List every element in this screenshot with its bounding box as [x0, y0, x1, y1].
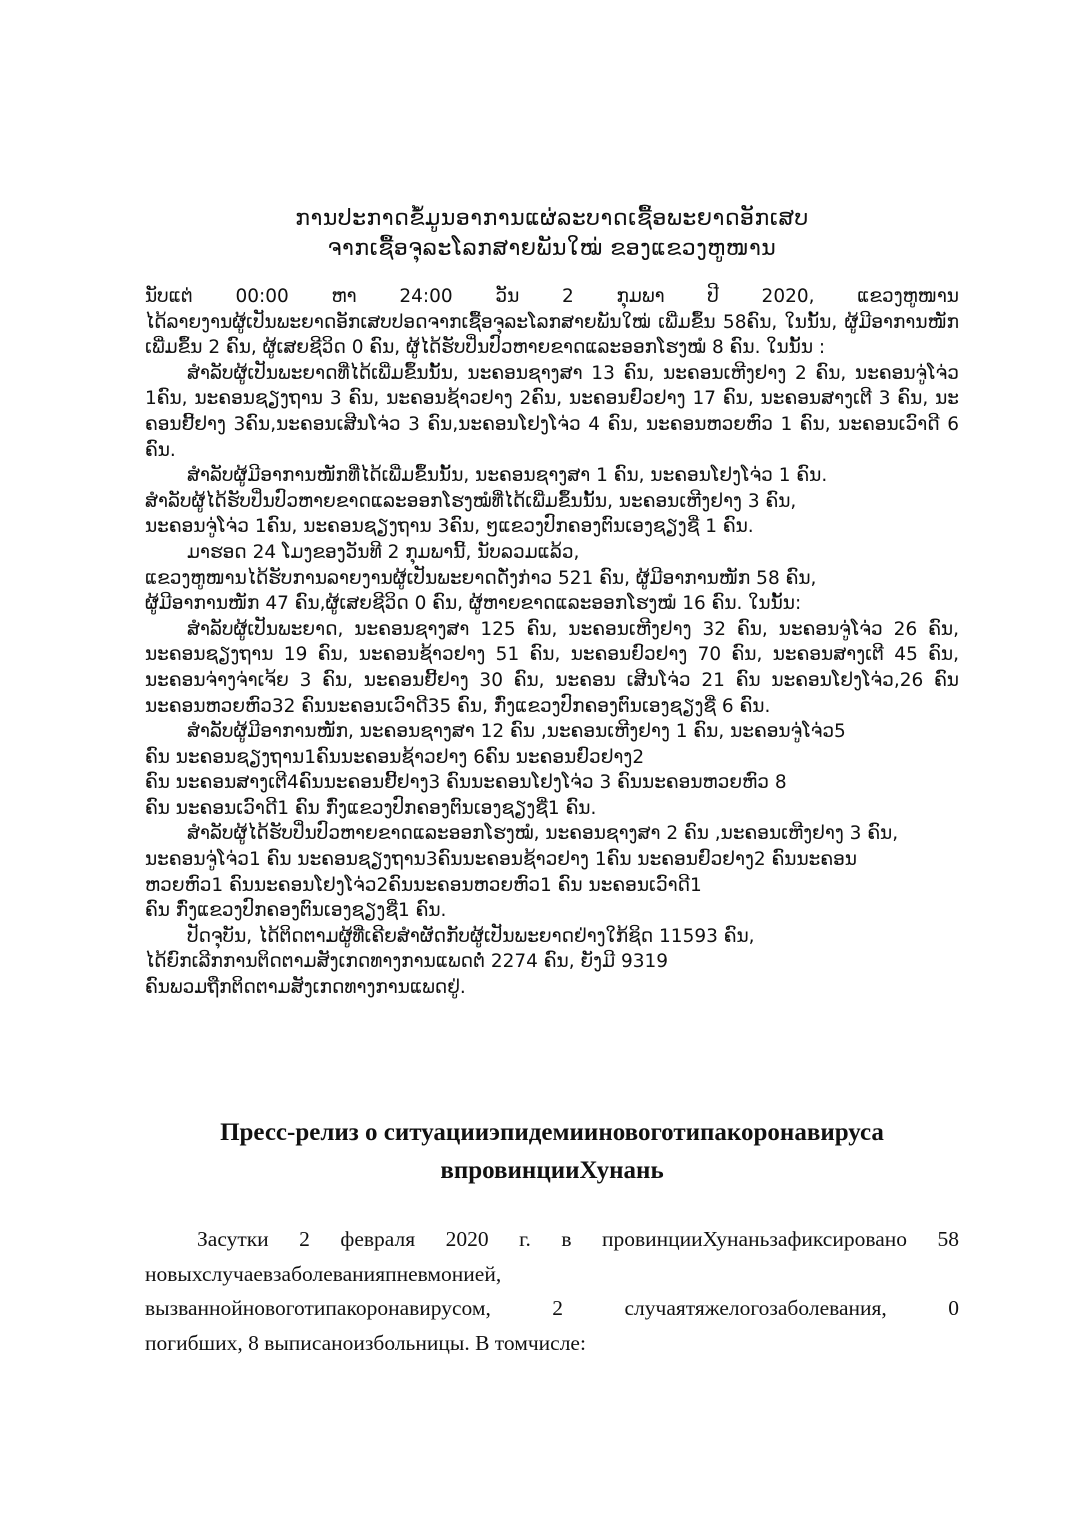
lao-paragraph: ສໍາລັບຜູ້ມີອາການໜັກທີ່ໄດ້ເພີ່ມຂຶ້ນນັ້ນ, ນະຄອນຊາງສາ 1 ຄົນ, ນະຄອນໂຢງໂຈ່ວ 1 ຄົນ.: [187, 465, 828, 487]
lao-paragraph: ສໍາລັບຜູ້ເປັນພະຍາດທີ່ໄດ້ເພີ່ມຂຶ້ນນັ້ນ, ນະຄອນຊາງສາ 13 ຄົນ, ນະຄອນເຫີງຢາງ 2 ຄົນ, ນະຄອນຈູ່ໂຈ່ວ 1ຄົນ, ນະຄອນຊຽງຖານ 3 ຄົນ, ນະຄອນຊ້າວຢາງ 2ຄົນ, ນະຄອນຢົວຢາງ 17 ຄົນ, ນະຄອນສາງເຕີ 3 ຄົນ, ນະຄອນຢີ້ຢາງ 3ຄົນ,ນະຄອນເສີນໂຈ່ວ 3 ຄົນ,ນະຄອນໂຢງໂຈ່ວ 4 ຄົນ, ນະຄອນຫວຍຫົວ 1 ຄົນ, ນະຄອນເວົາດີ 6 ຄົນ.: [145, 362, 959, 461]
lao-paragraph: ປັດຈຸບັນ, ໄດ້ຕິດຕາມຜູ້ທີ່ເຄີຍສໍາຜັດກັບຜູ້ເປັນພະຍາດຢ່າງໃກ້ຊິດ 11593 ຄົນ,: [187, 925, 755, 947]
russian-text-line: погибших, 8 выписаноизбольницы. В томчисле:: [145, 1330, 586, 1355]
russian-body: [145, 1222, 959, 1360]
lao-paragraph: ແຂວງຫູໜານໄດ້ຮັບການລາຍງານຜູ້ເປັນພະຍາດດັ່ງກ່າວ 521 ຄົນ, ຜູ້ມີອາການໜັກ 58 ຄົນ,: [145, 567, 817, 589]
lao-paragraph: ຄົນພວມຖືກຕິດຕາມສັງເກດທາງການແພດຢູ່.: [145, 977, 466, 999]
lao-title-line-1: ການປະກາດຂໍ້ມູນອາການແຜ່ລະບາດເຊື້ອພະຍາດອັກເສບ: [295, 206, 809, 231]
lao-paragraph: ມາຮອດ 24 ໂມງຂອງວັນທີ 2 ກຸມພານີ້, ນັບລວມແລ້ວ,: [187, 541, 580, 563]
lao-paragraph: ສໍາລັບຜູ້ໄດ້ຮັບປິ່ນປົວຫາຍຂາດແລະອອກໂຮງໝໍທີ່ໄດ້ເພີ່ມຂຶ້ນນັ້ນ, ນະຄອນເຫີງຢາງ 3 ຄົນ,: [145, 490, 797, 512]
lao-paragraph: ນັບແຕ່ 00:00 ຫາ 24:00 ວັນ 2 ກຸມພາ ປີ 2020, ແຂວງຫູໜານ: [145, 286, 959, 307]
lao-paragraph: ຄົນ ນະຄອນເວົາດີ1 ຄົນ ກົ່ງແຂວງປົກຄອງຕົນເອງຊຽງຊີ່1 ຄົນ.: [145, 797, 597, 819]
russian-title: [145, 1114, 959, 1190]
lao-paragraph: ຄົນ ກົ່ງແຂວງປົກຄອງຕົນເອງຊຽງຊີ່1 ຄົນ.: [145, 900, 447, 922]
lao-paragraph: ສໍາລັບຜູ້ເປັນພະຍາດ, ນະຄອນຊາງສາ 125 ຄົນ, ນະຄອນເຫີງຢາງ 32 ຄົນ, ນະຄອນຈູ່ໂຈ່ວ 26 ຄົນ, ນະຄອນຊຽງຖານ 19 ຄົນ, ນະຄອນຊ້າວຢາງ 51 ຄົນ, ນະຄອນຢົວຢາງ 70 ຄົນ, ນະຄອນສາງເຕີ 45 ຄົນ, ນະຄອນຈ່າງຈ່າເຈ້ຍ 3 ຄົນ, ນະຄອນຢີ້ຢາງ 30 ຄົນ, ນະຄອນ ເສີນໂຈ່ວ 21 ຄົນ ນະຄອນໂຢງໂຈ່ວ,26 ຄົນ ນະຄອນຫວຍຫົວ32 ຄົນນະຄອນເວົາດີ35 ຄົນ, ກົ່ງແຂວງປົກຄອງຕົນເອງຊຽງຊີ່ 6 ຄົນ.: [145, 618, 959, 717]
lao-paragraph: ໄດ້ຍົກເລີກການຕິດຕາມສັງເກດທາງການແພດຕໍ່ 2274 ຄົນ, ຍັງມີ 9319: [145, 951, 669, 973]
lao-paragraph: ໄດ້ລາຍງານຜູ້ເປັນພະຍາດອັກເສບປອດຈາກເຊື້ອຈຸລະໂລກສາຍພັນໃໝ່ ເພີ່ມຂຶ້ນ 58ຄົນ, ໃນນັ້ນ, ຜູ້ມີອາການໜັກເພີ່ມຂຶ້ນ 2 ຄົນ, ຜູ້ເສຍຊີວິດ 0 ຄົນ, ຜູ້ໄດ້ຮັບປິ່ນປົວຫາຍຂາດແລະອອກໂຮງໝໍ 8 ຄົນ. ໃນນັ້ນ :: [145, 311, 959, 359]
lao-paragraph: ສໍາລັບຜູ້ໄດ້ຮັບປິ່ນປົວຫາຍຂາດແລະອອກໂຮງໝໍ, ນະຄອນຊາງສາ 2 ຄົນ ,ນະຄອນເຫີງຢາງ 3 ຄົນ,: [187, 823, 899, 845]
russian-title-line-2: впровинцииХунань: [440, 1157, 664, 1184]
lao-paragraph: ນະຄອນຈູ່ໂຈ່ວ1 ຄົນ ນະຄອນຊຽງຖານ3ຄົນນະຄອນຊ້າວຢາງ 1ຄົນ ນະຄອນຢົວຢາງ2 ຄົນນະຄອນ: [145, 849, 857, 871]
russian-text-line: вызваннойновоготипакоронавирусом, 2 случаятяжелогозаболевания, 0: [145, 1296, 959, 1320]
lao-body: [145, 284, 959, 1001]
russian-text-line: новыхслучаевзаболеванияпневмонией,: [145, 1261, 502, 1286]
lao-paragraph: ສໍາລັບຜູ້ມີອາການໜັກ, ນະຄອນຊາງສາ 12 ຄົນ ,ນະຄອນເຫີງຢາງ 1 ຄົນ, ນະຄອນຈູ່ໂຈ່ວ5: [187, 721, 846, 743]
lao-paragraph: ຄົນ ນະຄອນຊຽງຖານ1ຄົນນະຄອນຊ້າວຢາງ 6ຄົນ ນະຄອນຢົວຢາງ2: [145, 746, 645, 768]
lao-paragraph: ຄົນ ນະຄອນສາງເຕີ4ຄົນນະຄອນຢີ້ຢາງ3 ຄົນນະຄອນໂຢງໂຈ່ວ 3 ຄົນນະຄອນຫວຍຫົວ 8: [145, 772, 787, 794]
russian-text-line: Засутки 2 февраля 2020 г. в провинцииХунаньзафиксировано 58: [197, 1227, 959, 1251]
lao-paragraph: ນະຄອນຈູ່ໂຈ່ວ 1ຄົນ, ນະຄອນຊຽງຖານ 3ຄົນ, ໆແຂວງປົກຄອງຕົນເອງຊຽງຊີ່ 1 ຄົນ.: [145, 516, 754, 538]
lao-title-line-2: ຈາກເຊື້ອຈຸລະໂລກສາຍພັນໃໝ່ ຂອງແຂວງຫູໜານ: [327, 236, 777, 261]
lao-paragraph: ຫວຍຫົວ1 ຄົນນະຄອນໂຢງໂຈ່ວ2ຄົນນະຄອນຫວຍຫົວ1 ຄົນ ນະຄອນເວົາດີ1: [145, 874, 702, 896]
russian-title-line-1: Пресс-релиз о ситуацииэпидемииновоготипакоронавируса: [220, 1119, 884, 1146]
lao-title: [145, 204, 959, 264]
lao-paragraph: ຜູ້ມີອາການໜັກ 47 ຄົນ,ຜູ້ເສຍຊີວິດ 0 ຄົນ, ຜູ້ຫາຍຂາດແລະອອກໂຮງໝໍ 16 ຄົນ. ໃນນັ້ນ:: [145, 593, 802, 615]
